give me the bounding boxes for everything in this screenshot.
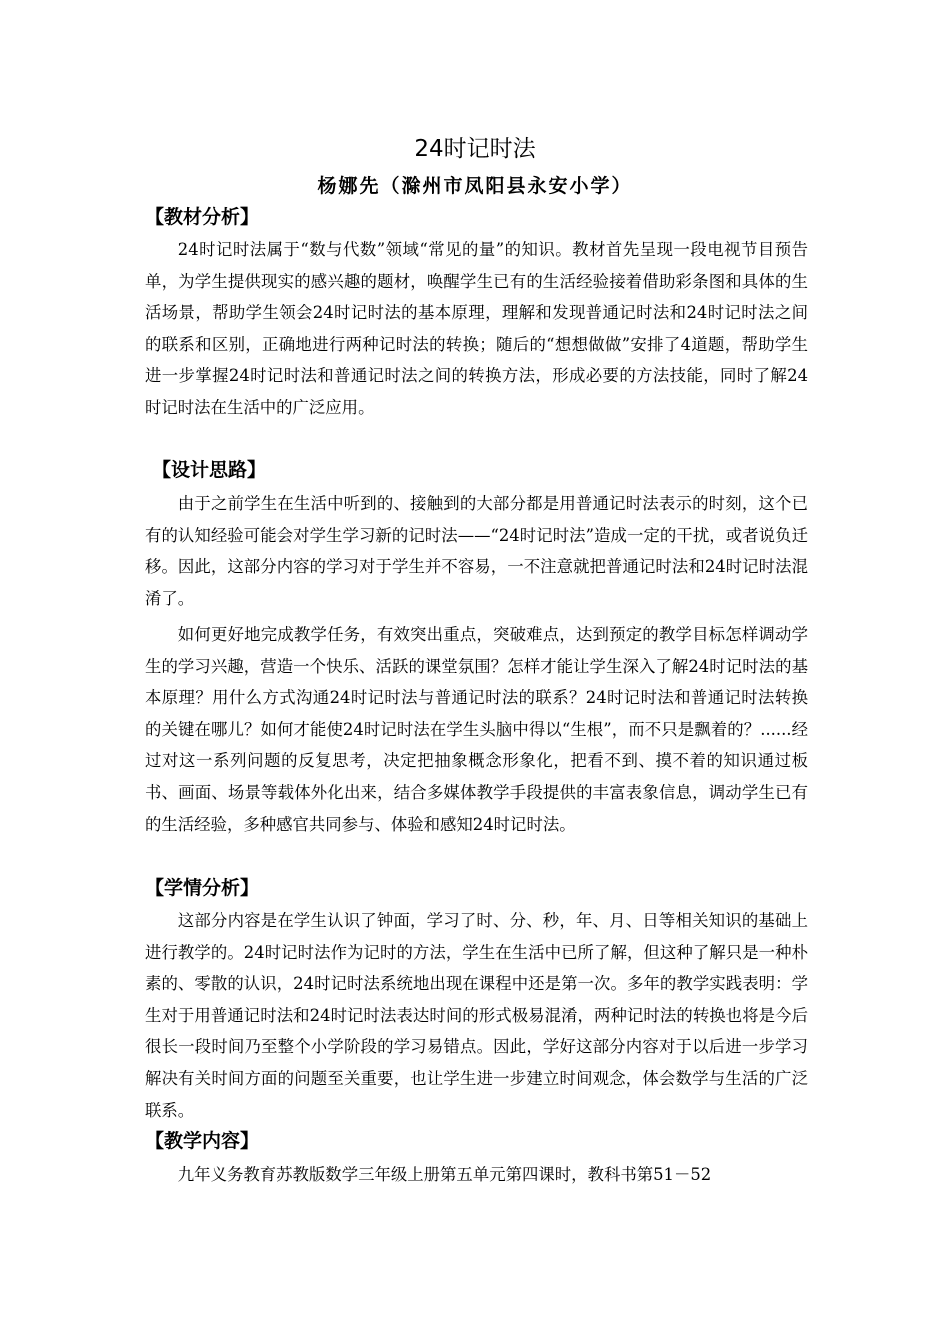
- section-heading-design: 【设计思路】: [152, 459, 267, 481]
- section-paragraph-design-2: 如何更好地完成教学任务，有效突出重点，突破难点，达到预定的教学目标怎样调动学生的学习兴趣，营造一个快乐、活跃的课堂氛围？怎样才能让学生深入了解24时记时法的基本原理？用什么方式沟通24时记时法与普通记时法的联系？24时记时法和普通记时法转换的关键在哪儿？如何才能使24时记时法在学生头脑中得以“生根”，而不只是飘着的？......经过对这一系列问题的反复思考，决定把抽象概念形象化，把看不到、摸不着的知识通过板书、画面、场景等载体外化出来，结合多媒体教学手段提供的丰富表象信息，调动学生已有的生活经验，多种感官共同参与、体验和感知24时记时法。: [145, 625, 808, 834]
- section-paragraph-materials: 24时记时法属于“数与代数”领域“常见的量”的知识。教材首先呈现一段电视节目预告单，为学生提供现实的感兴趣的题材，唤醒学生已有的生活经验接着借助彩条图和具体的生活场景，帮助学生领会24时记时法的基本原理，理解和发现普通记时法和24时记时法之间的联系和区别，正确地进行两种记时法的转换；随后的“想想做做”安排了4道题，帮助学生进一步掌握24时记时法和普通记时法之间的转换方法，形成必要的方法技能，同时了解24时记时法在生活中的广泛应用。: [145, 240, 808, 417]
- document-author: 杨娜先（滁州市凤阳县永安小学）: [317, 175, 633, 197]
- section-paragraph-content: 九年义务教育苏教版数学三年级上册第五单元第四课时，教科书第51－52: [177, 1165, 712, 1184]
- document-title: 24时记时法: [414, 136, 536, 162]
- section-heading-content: 【教学内容】: [145, 1130, 260, 1152]
- section-heading-students: 【学情分析】: [145, 877, 260, 899]
- section-heading-materials: 【教材分析】: [145, 206, 260, 228]
- section-paragraph-students: 这部分内容是在学生认识了钟面，学习了时、分、秒，年、月、日等相关知识的基础上进行教学的。24时记时法作为记时的方法，学生在生活中已所了解，但这种了解只是一种朴素的、零散的认识，24时记时法系统地出现在课程中还是第一次。多年的教学实践表明：学生对于用普通记时法和24时记时法表达时间的形式极易混淆，两种记时法的转换也将是今后很长一段时间乃至整个小学阶段的学习易错点。因此，学好这部分内容对于以后进一步学习解决有关时间方面的问题至关重要，也让学生进一步建立时间观念，体会数学与生活的广泛联系。: [145, 911, 808, 1120]
- section-paragraph-design-1: 由于之前学生在生活中听到的、接触到的大部分都是用普通记时法表示的时刻，这个已有的认知经验可能会对学生学习新的记时法——“24时记时法”造成一定的干扰，或者说负迁移。因此，这部分内容的学习对于学生并不容易，一不注意就把普通记时法和24时记时法混淆了。: [145, 494, 808, 608]
